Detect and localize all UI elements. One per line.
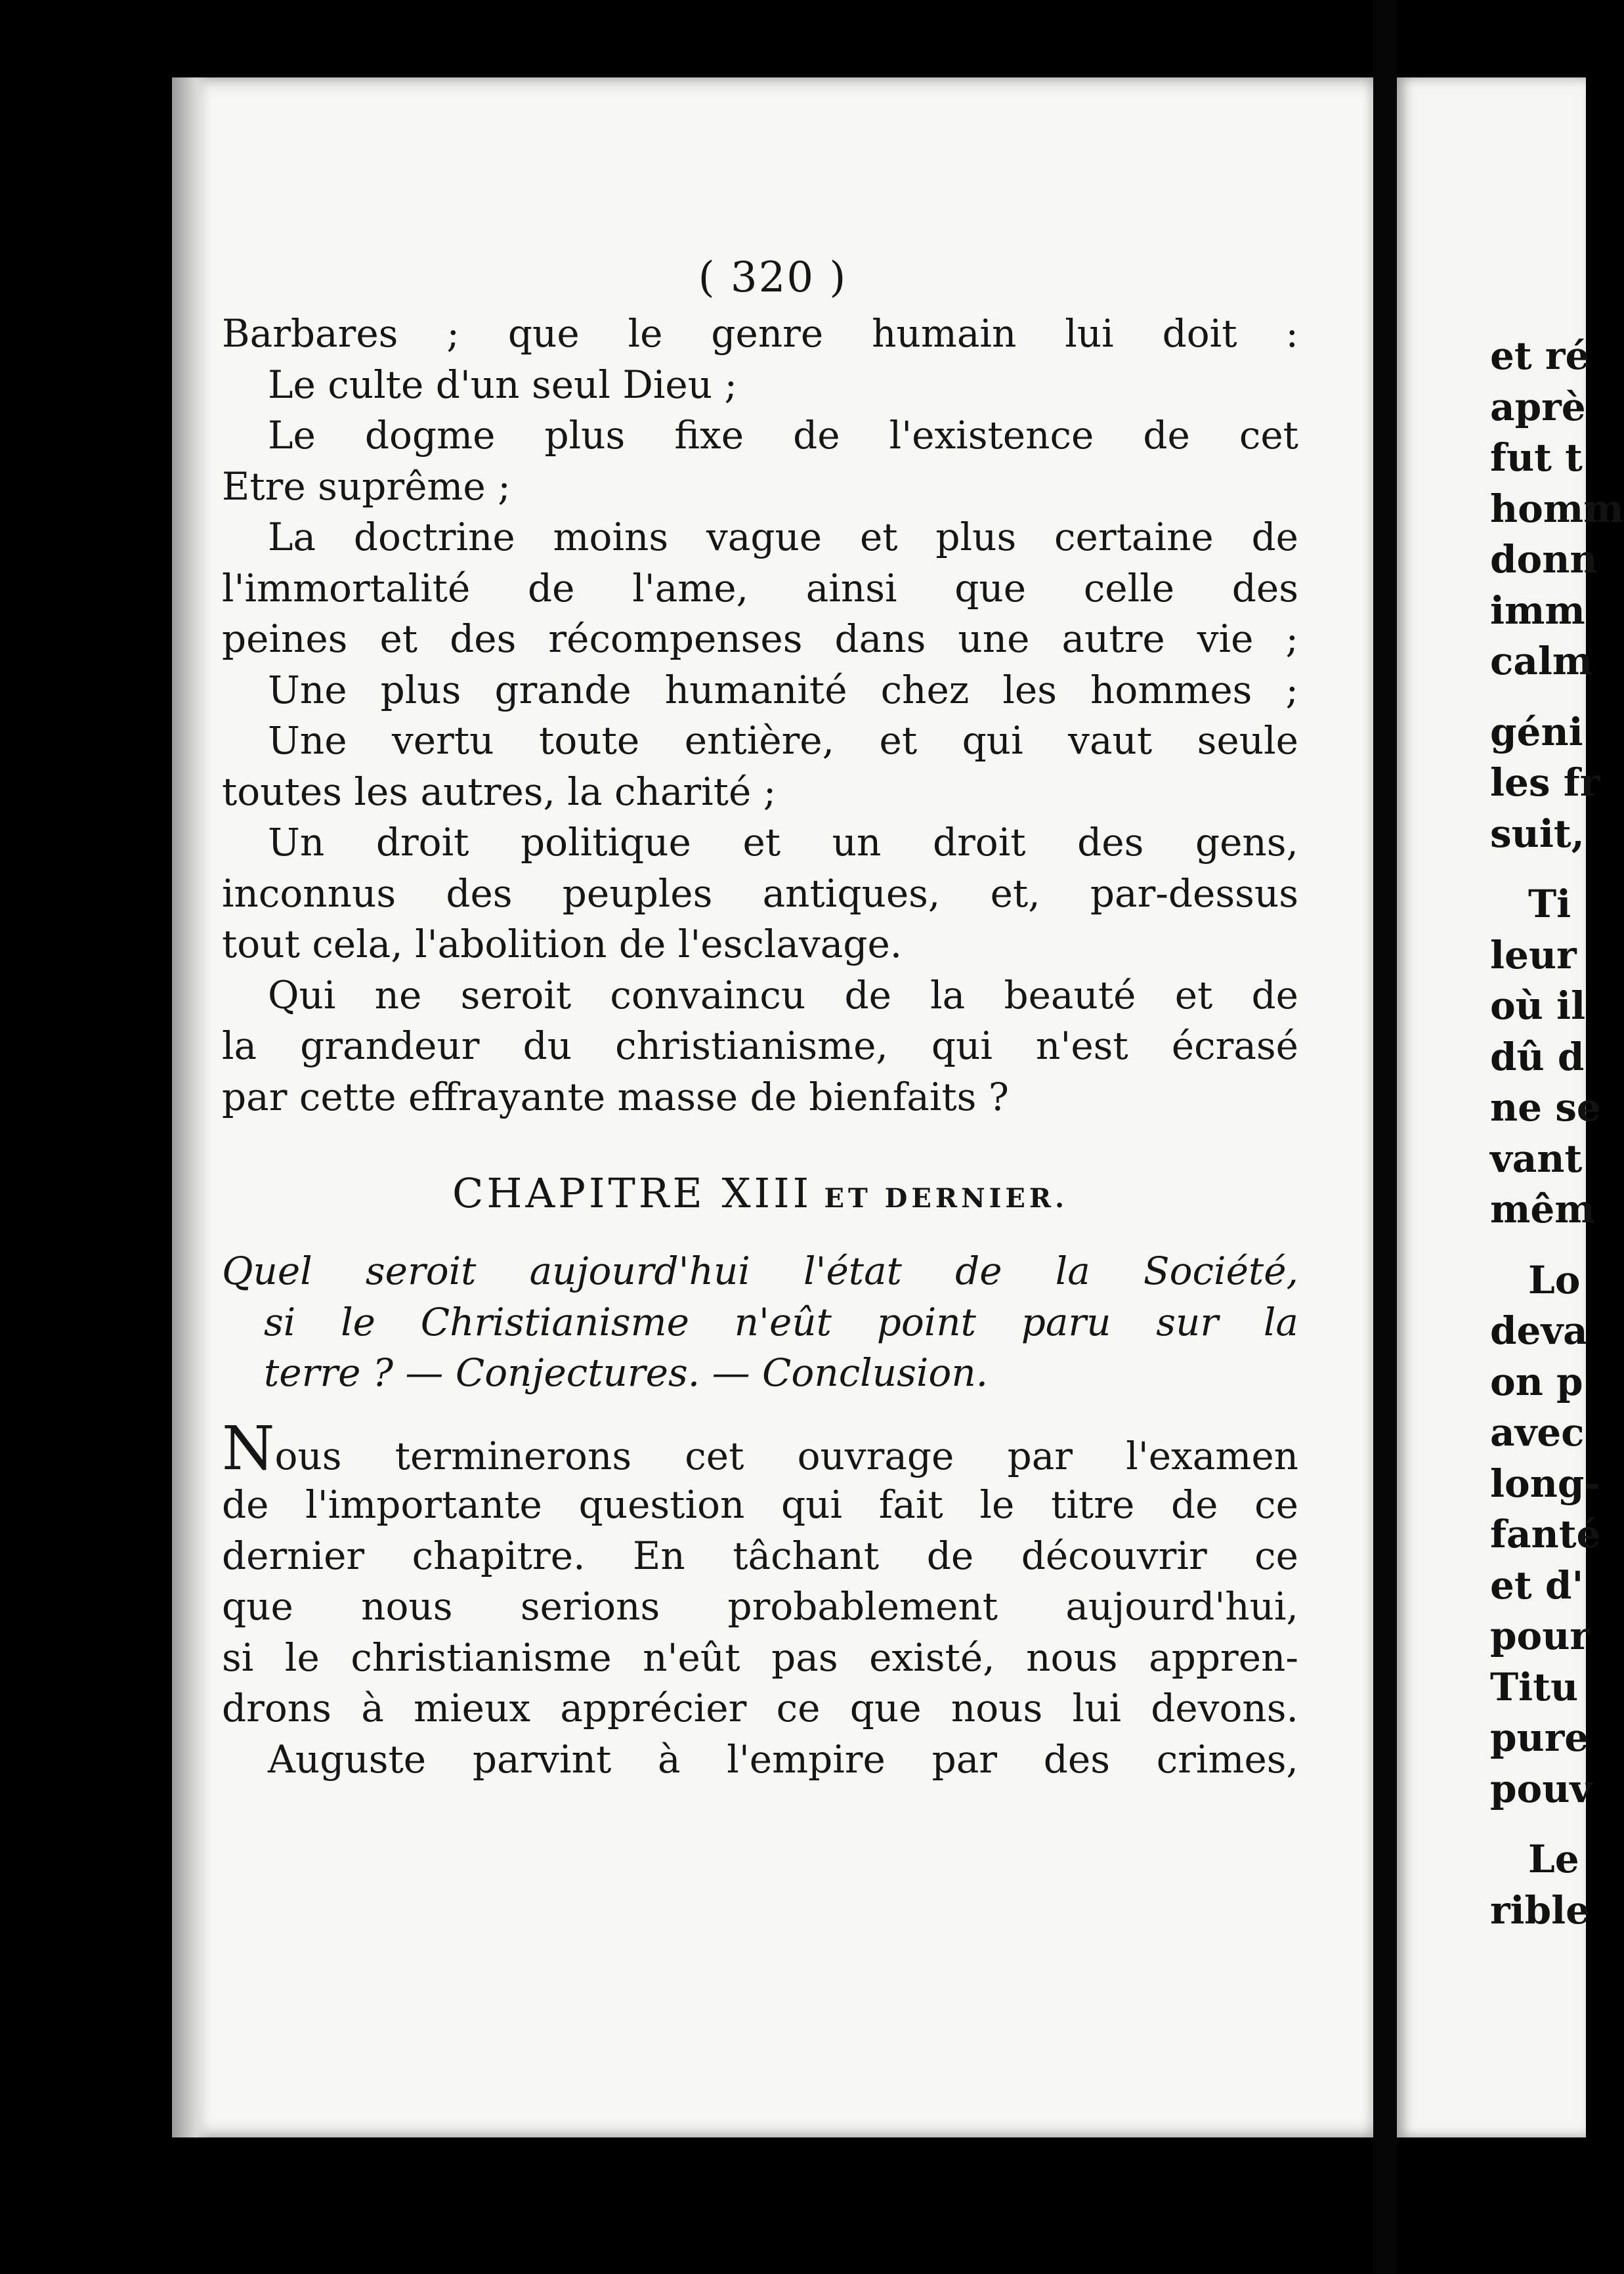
body-first-text: ous terminerons cet ouvrage par l'examen	[274, 1433, 1298, 1478]
chapter-title: CHAPITRE XIII	[452, 1169, 813, 1217]
facing-text-line: donn	[1490, 537, 1598, 582]
facing-text-line: mêm	[1490, 1187, 1595, 1232]
spacer	[1490, 687, 1586, 707]
text-line: Un droit politique et un droit des gens,	[268, 820, 1298, 865]
chapter-title-suffix: ET DERNIER.	[824, 1183, 1069, 1214]
text-line: par cette effrayante masse de bienfaits ?	[222, 1074, 1009, 1119]
facing-text-line: fanté	[1490, 1512, 1601, 1556]
paragraph-list-body	[222, 1480, 1298, 1785]
text-line: la grandeur du christianisme, qui n'est écrasé	[222, 1023, 1298, 1068]
facing-text-line: calm	[1490, 639, 1593, 683]
chapter-subtitle-line: terre ? — Conjectures. — Conclusion.	[264, 1350, 989, 1395]
text-line: drons à mieux apprécier ce que nous lui devons.	[222, 1686, 1298, 1730]
chapter-subtitle-line: si le Christianisme n'eût point paru sur la	[264, 1299, 1298, 1344]
facing-text-line: rible	[1490, 1887, 1591, 1933]
text-line: Qui ne seroit convaincu de la beauté et de	[268, 972, 1298, 1018]
facing-text-line: géni	[1490, 709, 1583, 754]
facing-text-line: pour	[1490, 1614, 1590, 1658]
text-line: inconnus des peuples antiques, et, par-dessus	[222, 870, 1298, 916]
text-line: toutes les autres, la charité ;	[222, 769, 777, 814]
spacer	[1490, 859, 1586, 879]
text-line: Etre suprême ;	[222, 463, 511, 509]
facing-text-line: Le	[1528, 1837, 1579, 1881]
facing-text-line: où il	[1490, 983, 1586, 1028]
facing-text-line: imm	[1490, 588, 1585, 633]
facing-text-line: aprè	[1490, 384, 1586, 429]
main-text-block	[222, 309, 1298, 1785]
facing-text-line: suit,	[1490, 811, 1585, 856]
page-number: ( 320 )	[698, 253, 847, 302]
facing-text-line: long-	[1490, 1461, 1600, 1506]
facing-text-line: deva	[1490, 1308, 1588, 1353]
text-line: l'immortalité de l'ame, ainsi que celle des	[222, 565, 1298, 611]
spacer	[1490, 1814, 1586, 1834]
facing-text-line: vant	[1490, 1136, 1583, 1181]
facing-text-line: fut t	[1490, 435, 1583, 480]
facing-text-line: leur	[1490, 932, 1577, 977]
chapter-subtitle-line: Quel seroit aujourd'hui l'état de la Société,	[222, 1249, 1298, 1293]
facing-text-line: Titu	[1490, 1664, 1579, 1709]
facing-text-line: dû d	[1490, 1034, 1585, 1079]
text-line: que nous serions probablement aujourd'hui,	[222, 1584, 1298, 1629]
text-line: Barbares ; que le genre humain lui doit :	[222, 311, 1298, 356]
chapter-heading	[222, 1154, 1298, 1233]
facing-text-line: et d'	[1490, 1562, 1584, 1608]
facing-text-line: et ré	[1490, 333, 1590, 378]
text-line: Le dogme plus fixe de l'existence de cet	[268, 413, 1298, 458]
facing-text-line: homm	[1490, 486, 1624, 531]
facing-text-line: ne se	[1490, 1085, 1601, 1130]
body-first-line	[222, 1413, 1298, 1484]
text-line: si le christianisme n'eût pas existé, nous appren-	[222, 1635, 1298, 1680]
spacer	[1490, 1235, 1586, 1255]
facing-text-line: Lo	[1528, 1257, 1581, 1302]
text-line: tout cela, l'abolition de l'esclavage.	[222, 922, 903, 966]
text-line: Une plus grande humanité chez les hommes ;	[268, 667, 1298, 712]
facing-text-line: pouv	[1490, 1766, 1592, 1811]
text-line: Une vertu toute entière, et qui vaut seule	[268, 718, 1298, 763]
text-line: Auguste parvint à l'empire par des crimes,	[268, 1736, 1298, 1782]
facing-page-lines	[1490, 331, 1624, 1936]
facing-text-line: avec	[1490, 1410, 1585, 1455]
spacer	[222, 1399, 1298, 1429]
drop-cap: N	[222, 1413, 275, 1484]
text-line: dernier chapitre. En tâchant de découvrir ce	[222, 1533, 1298, 1578]
text-line: La doctrine moins vague et plus certaine de	[268, 515, 1298, 559]
facing-page-text	[1490, 331, 1624, 1936]
facing-text-line: Ti	[1528, 882, 1571, 926]
text-line: peines et des récompenses dans une autre vie ;	[222, 616, 1298, 661]
text-line: Le culte d'un seul Dieu ;	[268, 362, 738, 407]
book-spine	[1373, 0, 1397, 2274]
text-line: de l'importante question qui fait le titre de ce	[222, 1482, 1298, 1527]
paragraph-list-top	[222, 309, 1298, 1123]
page-edge-shadow	[172, 77, 211, 2137]
facing-text-line: on p	[1490, 1359, 1583, 1404]
facing-text-line: pure	[1490, 1715, 1589, 1760]
facing-text-line: les fr	[1490, 760, 1600, 805]
